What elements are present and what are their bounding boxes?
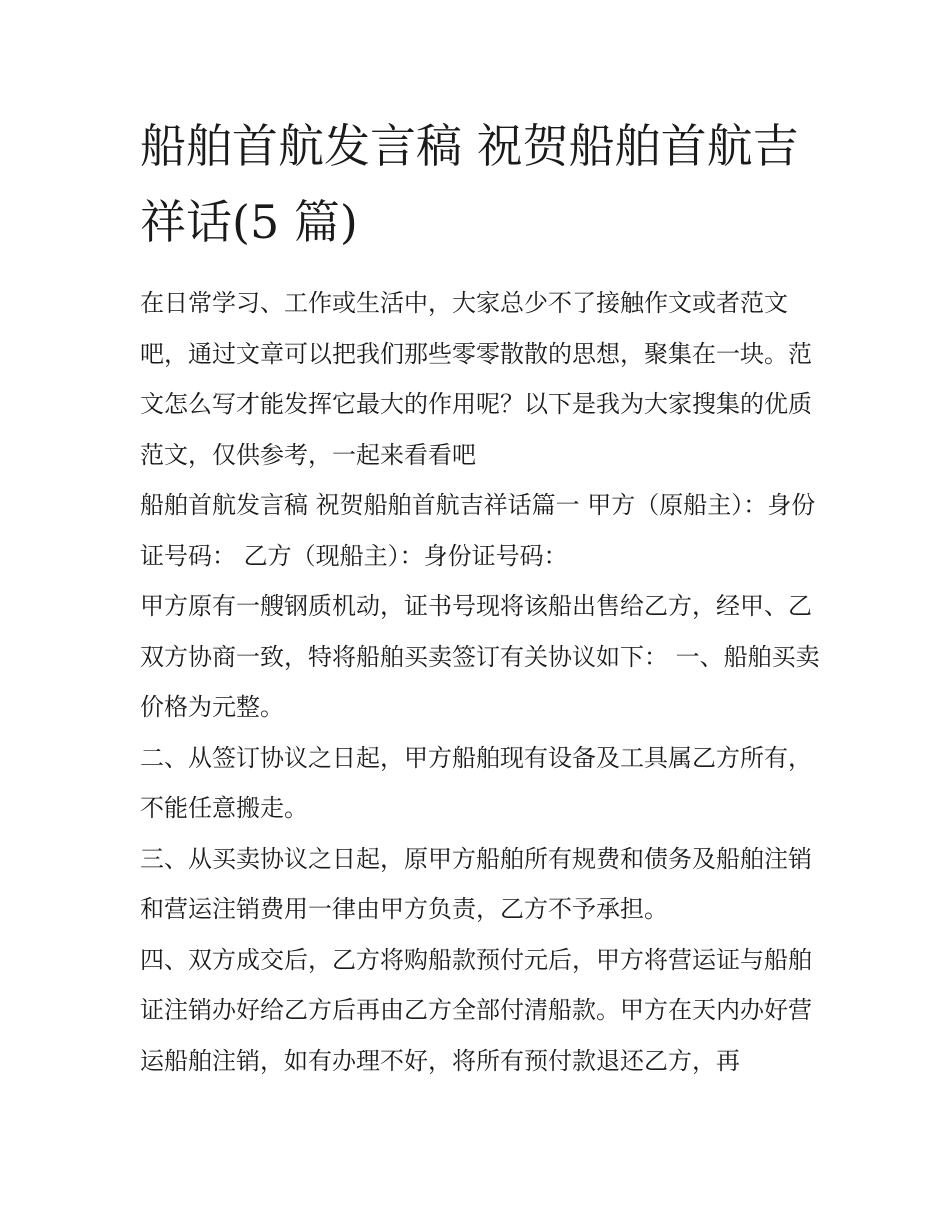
paragraph-intro: 在日常学习、工作或生活中，大家总少不了接触作文或者范文吧，通过文章可以把我们那些零零散散的思想，聚集在一块。范文怎么写才能发挥它最大的作用呢？以下是我为大家搜集的优质范文，仅供参考，一起来看看吧 bbox=[140, 289, 812, 469]
paragraph-clause-1: 甲方原有一艘钢质机动，证书号现将该船出售给乙方，经甲、乙双方协商一致，特将船舶买卖签订有关协议如下： 一、船舶买卖价格为元整。 bbox=[140, 592, 820, 721]
paragraph-clause-3: 三、从买卖协议之日起，原甲方船舶所有规费和债务及船舶注销和营运注销费用一律由甲方负责，乙方不予承担。 bbox=[140, 844, 812, 923]
document-page bbox=[140, 108, 820, 1086]
paragraph-clause-4: 四、双方成交后，乙方将购船款预付元后，甲方将营运证与船舶证注销办好给乙方后再由乙方全部付清船款。甲方在天内办好营运船舶注销，如有办理不好，将所有预付款退还乙方，再 bbox=[140, 945, 812, 1075]
paragraph-clause-2: 二、从签订协议之日起，甲方船舶现有设备及工具属乙方所有，不能任意搬走。 bbox=[140, 743, 812, 822]
document-title: 船舶首航发言稿 祝贺船舶首航吉祥话(5 篇) bbox=[140, 119, 799, 249]
paragraph-parties: 船舶首航发言稿 祝贺船舶首航吉祥话篇一 甲方（原船主）：身份证号码： 乙方（现船主）：身份证号码： bbox=[140, 491, 816, 570]
